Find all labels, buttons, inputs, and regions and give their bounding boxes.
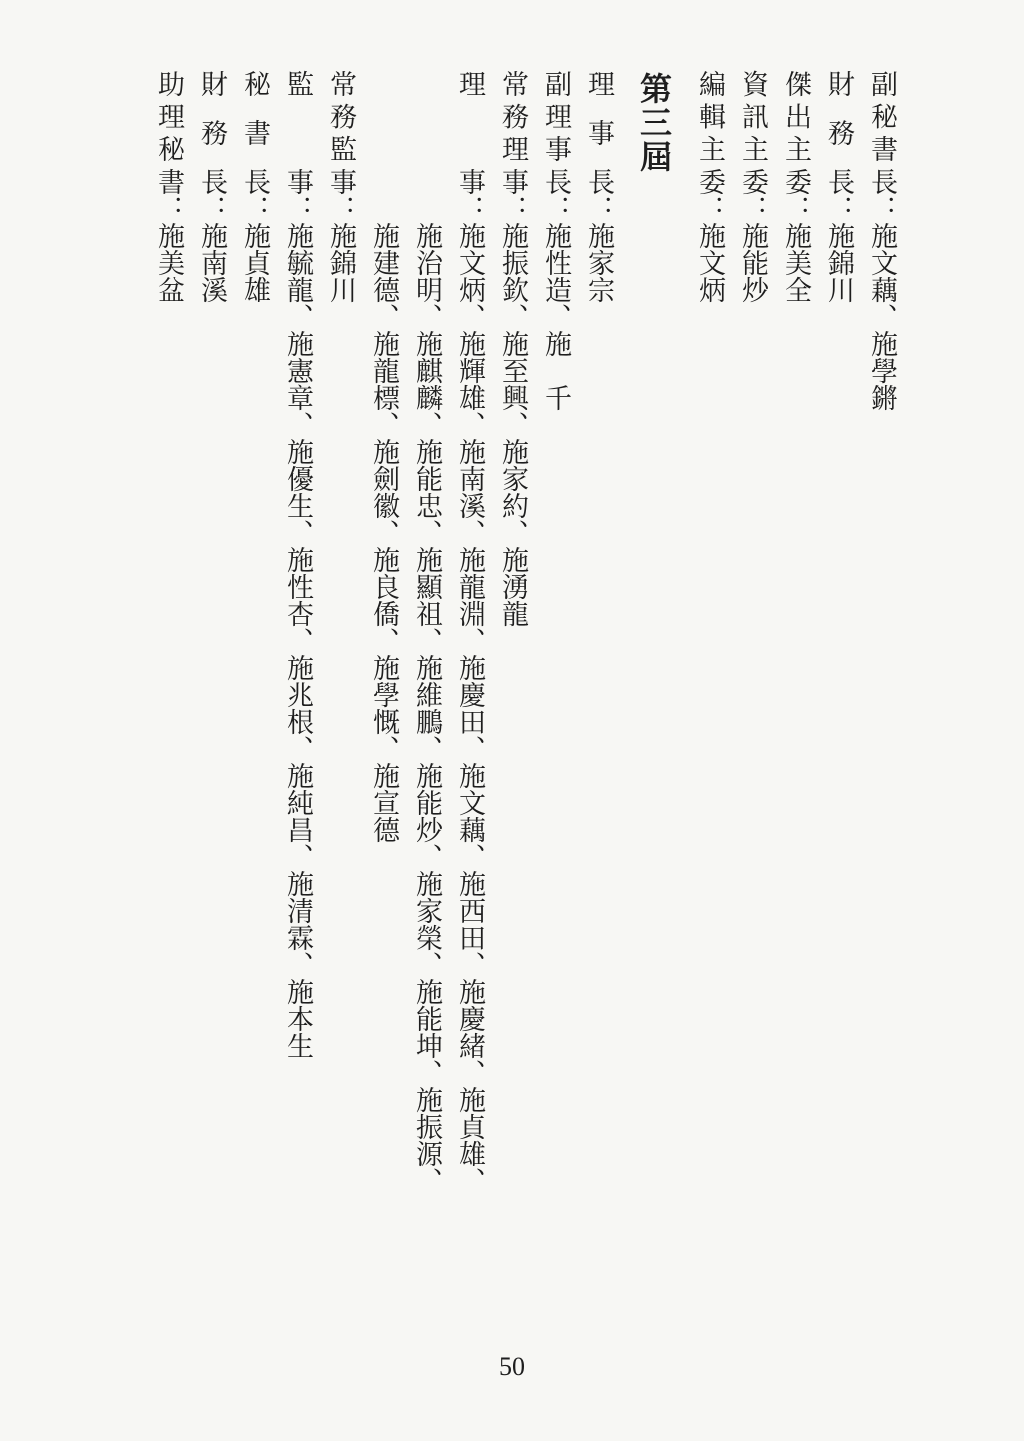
member-names: 施振欽、施至興、施家約、施湧龍 bbox=[497, 222, 528, 627]
role-label: 財務長 bbox=[196, 70, 227, 195]
roster-line bbox=[585, 70, 612, 303]
roster-line bbox=[825, 70, 852, 303]
roster-line bbox=[542, 70, 569, 411]
colon: ： bbox=[583, 195, 614, 222]
roster-line bbox=[456, 70, 483, 1194]
roster-line-continued bbox=[413, 222, 440, 1194]
member-names: 施錦川 bbox=[823, 222, 854, 303]
roster-line bbox=[782, 70, 809, 303]
colon: ： bbox=[497, 195, 528, 222]
colon: ： bbox=[694, 195, 725, 222]
member-names: 施文藕、施學鏘 bbox=[866, 222, 897, 411]
roster-line bbox=[327, 70, 354, 303]
colon: ： bbox=[325, 195, 356, 222]
role-label: 助理秘書 bbox=[153, 70, 184, 195]
roster-line bbox=[241, 70, 268, 303]
colon: ： bbox=[454, 195, 485, 222]
role-label: 副理事長 bbox=[540, 70, 571, 195]
role-label: 常務監事 bbox=[325, 70, 356, 195]
member-names: 施建德、施龍標、施劍徽、施良僑、施學慨、施宣德 bbox=[368, 222, 399, 843]
member-names: 施美全 bbox=[780, 222, 811, 303]
roster-line bbox=[696, 70, 723, 303]
roster-line bbox=[155, 70, 182, 303]
colon: ： bbox=[282, 195, 313, 222]
role-label: 常務理事 bbox=[497, 70, 528, 195]
colon: ： bbox=[153, 195, 184, 222]
member-names: 施錦川 bbox=[325, 222, 356, 303]
member-names: 施文炳、施輝雄、施南溪、施龍淵、施慶田、施文藕、施西田、施慶緒、施貞雄、 bbox=[454, 222, 485, 1194]
member-names: 施家宗 bbox=[583, 222, 614, 303]
section-heading: 第三屆 bbox=[635, 72, 673, 174]
role-label: 財務長 bbox=[823, 70, 854, 195]
colon: ： bbox=[866, 195, 897, 222]
colon: ： bbox=[540, 195, 571, 222]
member-names: 施貞雄 bbox=[239, 222, 270, 303]
colon: ： bbox=[823, 195, 854, 222]
member-names: 施文炳 bbox=[694, 222, 725, 303]
member-names: 施毓龍、施憲章、施優生、施性杏、施兆根、施純昌、施清霖、施本生 bbox=[282, 222, 313, 1059]
roster-line bbox=[284, 70, 311, 1059]
role-label: 秘書長 bbox=[239, 70, 270, 195]
role-label: 理事長 bbox=[583, 70, 614, 195]
page-number: 50 bbox=[499, 1352, 525, 1381]
role-label: 資訊主委 bbox=[737, 70, 768, 195]
role-label: 副秘書長 bbox=[866, 70, 897, 195]
role-label: 監事 bbox=[282, 70, 313, 195]
colon: ： bbox=[196, 195, 227, 222]
roster-line bbox=[739, 70, 766, 303]
roster-line bbox=[868, 70, 895, 411]
member-names: 施美盆 bbox=[153, 222, 184, 303]
roster-line bbox=[198, 70, 225, 303]
member-names: 施性造、施 千 bbox=[540, 222, 571, 411]
colon: ： bbox=[239, 195, 270, 222]
roster-line-continued bbox=[370, 222, 397, 843]
member-names: 施南溪 bbox=[196, 222, 227, 303]
role-label: 傑出主委 bbox=[780, 70, 811, 195]
roster-line bbox=[499, 70, 526, 627]
colon: ： bbox=[737, 195, 768, 222]
role-label: 編輯主委 bbox=[694, 70, 725, 195]
member-names: 施治明、施麒麟、施能忠、施顯祖、施維鵬、施能炒、施家榮、施能坤、施振源、 bbox=[411, 222, 442, 1194]
role-label: 理事 bbox=[454, 70, 485, 195]
colon: ： bbox=[780, 195, 811, 222]
member-names: 施能炒 bbox=[737, 222, 768, 303]
